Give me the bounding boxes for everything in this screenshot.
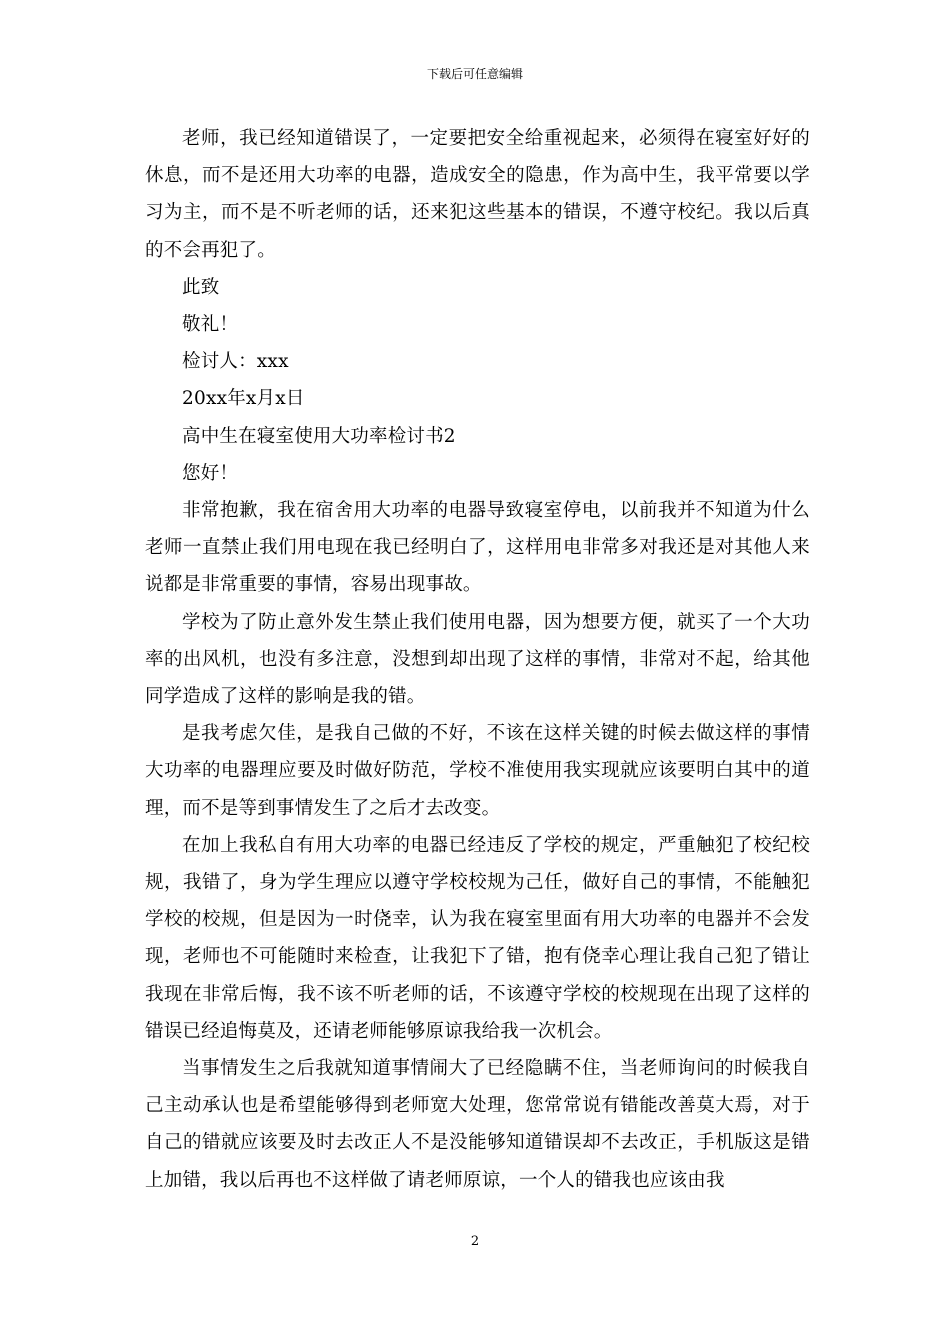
document-body [145, 120, 810, 1199]
signature-line: 检讨人：xxx [182, 351, 289, 373]
closing-salutation: 此致 [182, 276, 220, 298]
closing-regards: 敬礼！ [182, 314, 239, 336]
paragraph: 老师，我已经知道错误了，一定要把安全给重视起来，必须得在寝室好好的休息，而不是还用大功率的电器，造成安全的隐患，作为高中生，我平常要以学习为主，而不是不听老师的话，还来犯这些基本的错误，不遵守校纪。我以后真的不会再犯了。 [145, 128, 810, 261]
page-header: 下载后可任意编辑 [426, 67, 523, 81]
paragraph: 在加上我私自有用大功率的电器已经违反了学校的规定，严重触犯了校纪校规，我错了，身为学生理应以遵守学校校规为己任，做好自己的事情，不能触犯学校的校规，但是因为一时侥幸，认为我在寝室里面有用大功率的电器并不会发现，老师也不可能随时来检查，让我犯下了错，抱有侥幸心理让我自己犯了错让我现在非常后悔，我不该不听老师的话，不该遵守学校的校规现在出现了这样的错误已经追悔莫及，还请老师能够原谅我给我一次机会。 [145, 834, 810, 1042]
date-line: 20xx年x月x日 [182, 388, 305, 410]
paragraph: 学校为了防止意外发生禁止我们使用电器，因为想要方便，就买了一个大功率的出风机，也没有多注意，没想到却出现了这样的事情，非常对不起，给其他同学造成了这样的影响是我的错。 [145, 611, 810, 708]
paragraph: 非常抱歉，我在宿舍用大功率的电器导致寝室停电，以前我并不知道为什么老师一直禁止我们用电现在我已经明白了，这样用电非常多对我还是对其他人来说都是非常重要的事情，容易出现事故。 [145, 500, 810, 596]
section-title: 高中生在寝室使用大功率检讨书2 [182, 425, 456, 447]
page-number: 2 [470, 1234, 480, 1249]
paragraph: 当事情发生之后我就知道事情闹大了已经隐瞒不住，当老师询问的时候我自己主动承认也是希望能够得到老师宽大处理，您常常说有错能改善莫大焉，对于自己的错就应该要及时去改正人不是没能够知道错误却不去改正，手机版这是错上加错，我以后再也不这样做了请老师原谅，一个人的错我也应该由我 [145, 1058, 810, 1191]
paragraph: 是我考虑欠佳，是我自己做的不好，不该在这样关键的时候去做这样的事情大功率的电器理应要及时做好防范，学校不准使用我实现就应该要明白其中的道理，而不是等到事情发生了之后才去改变。 [145, 723, 810, 819]
greeting: 您好！ [182, 462, 239, 484]
